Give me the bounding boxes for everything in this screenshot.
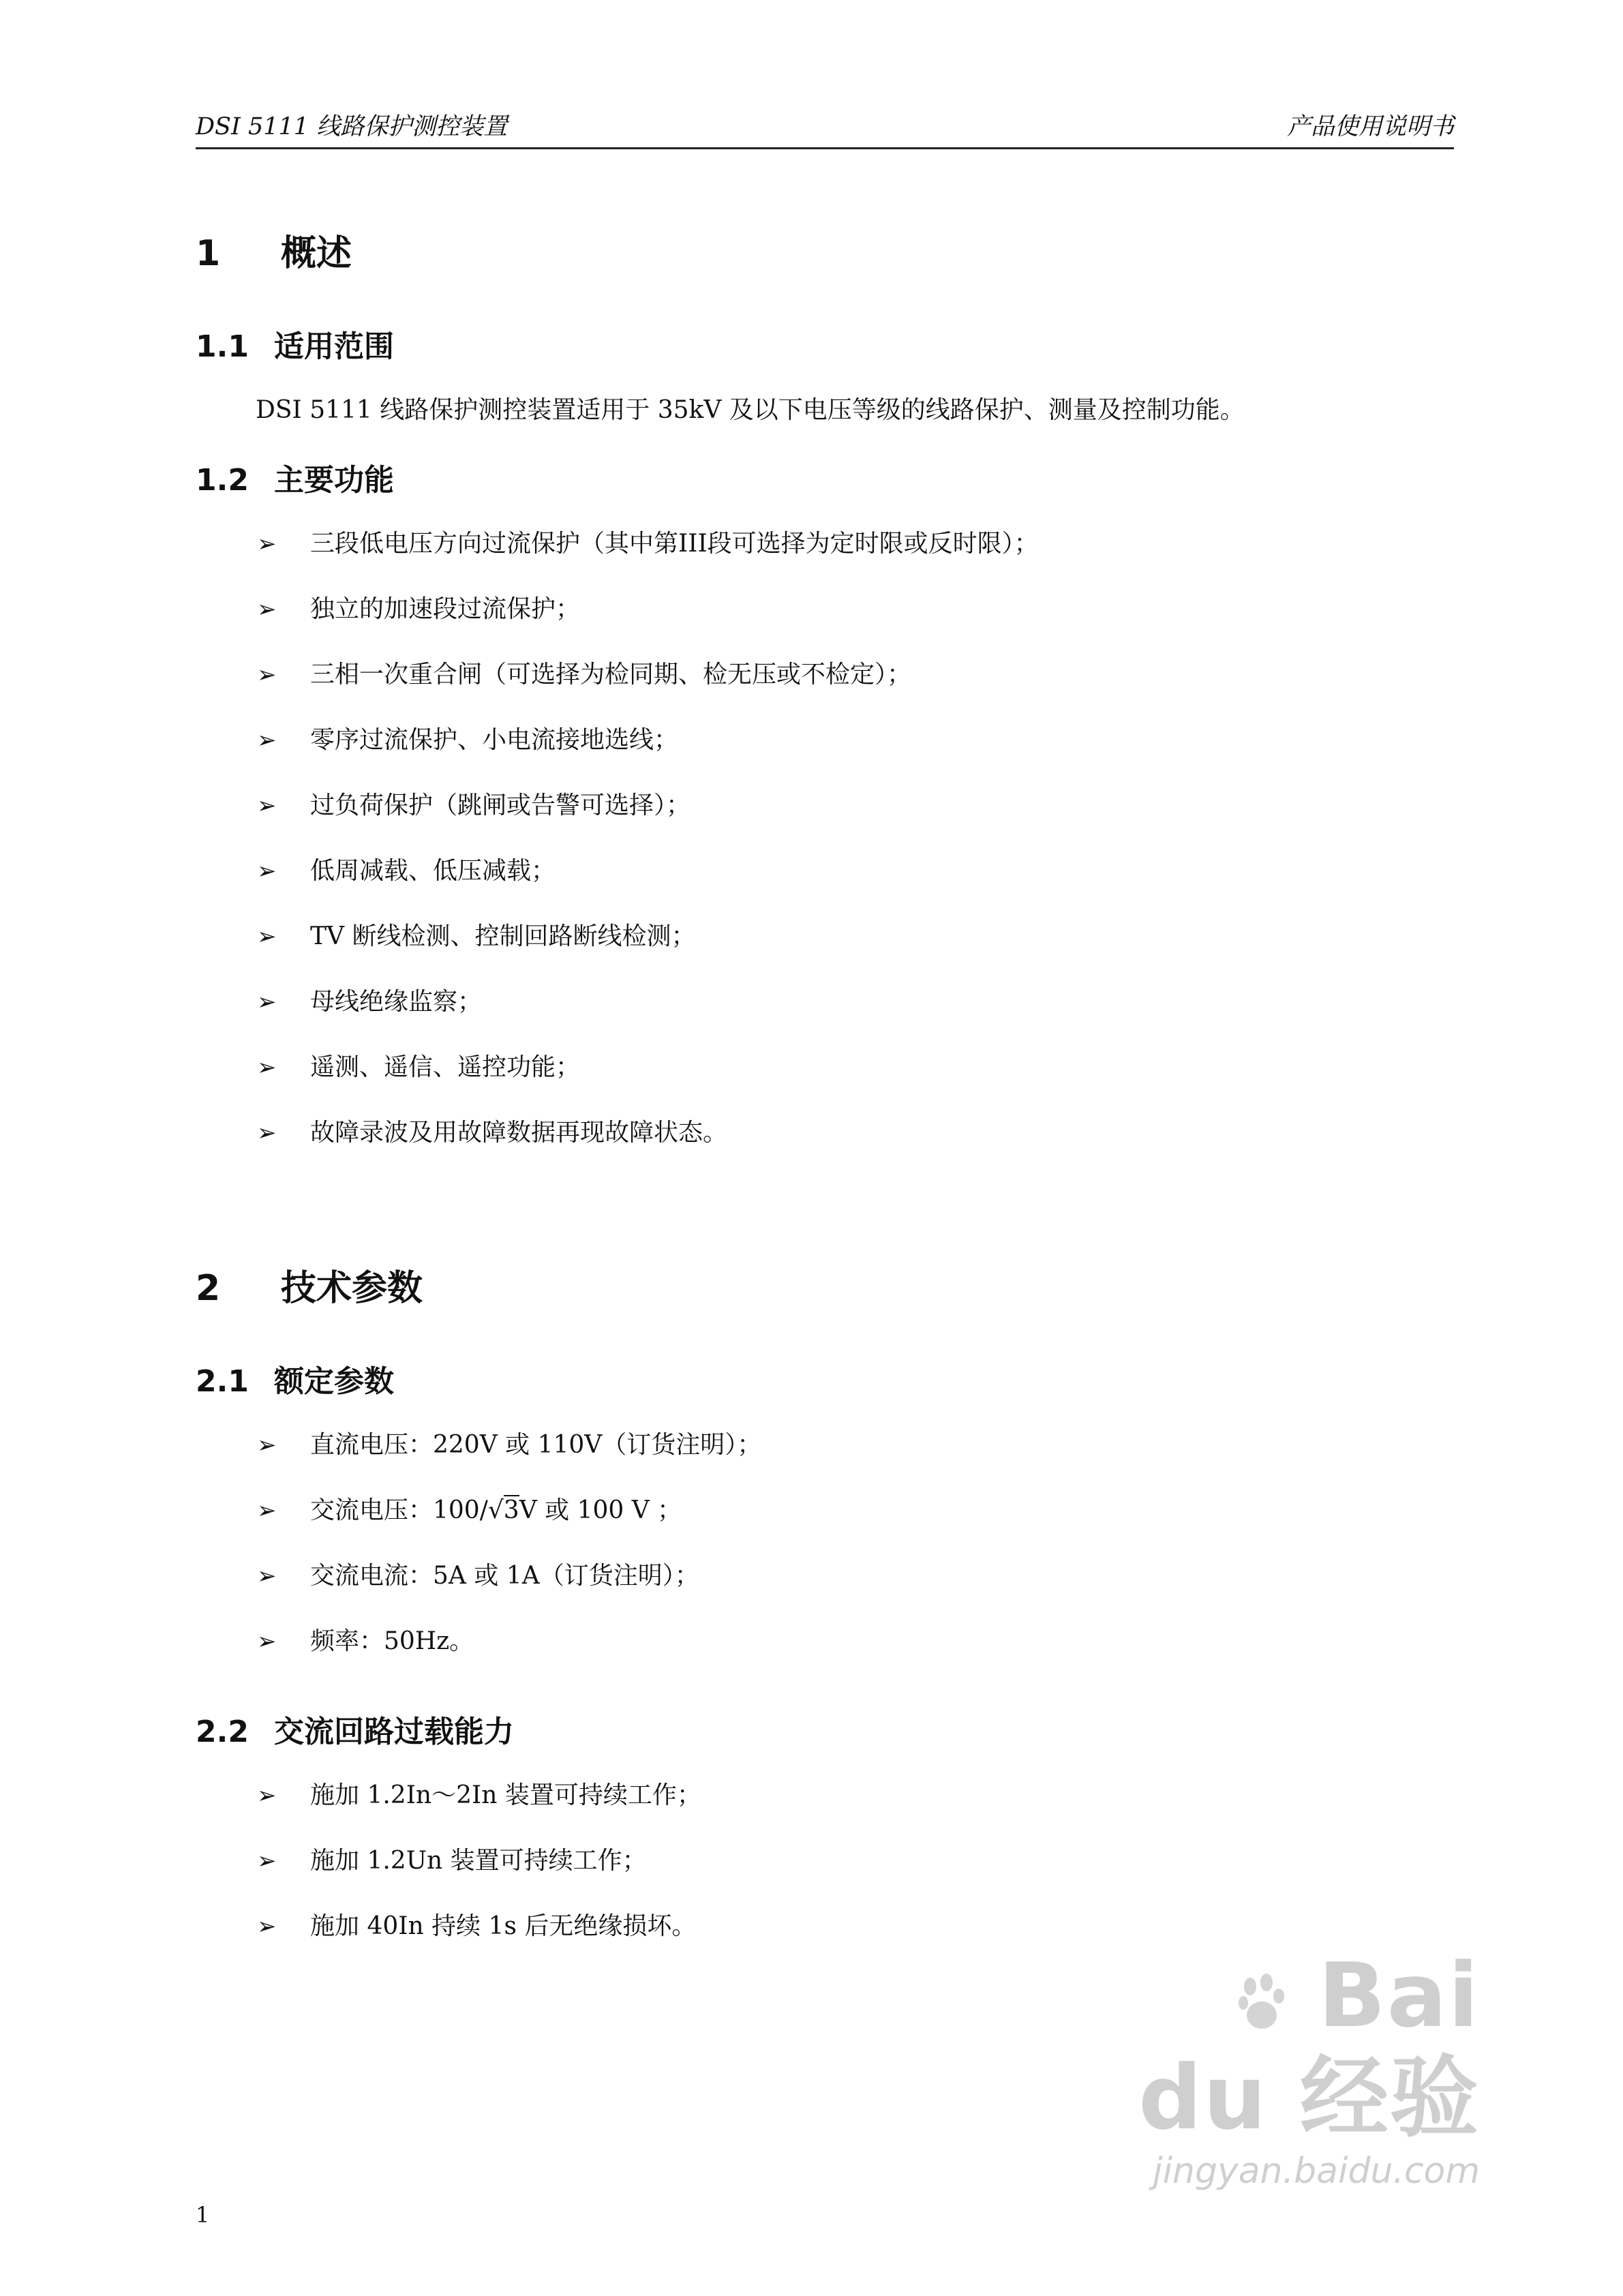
watermark-logo-text: Bai du 经验	[1138, 1944, 1480, 2149]
section-2-title: 技术参数	[281, 1268, 423, 1309]
section-2-1-heading	[196, 1358, 1454, 1406]
list-item	[196, 1490, 1454, 1556]
bullet-arrow-icon: ➢	[257, 923, 277, 950]
list-item: ➢ 三段低电压方向过流保护（其中第III段可选择为定时限或反时限）；	[196, 524, 1454, 589]
section-1-1-number: 1.1	[196, 329, 249, 364]
ac-voltage-prefix: 交流电压：100/	[310, 1496, 488, 1524]
bullet-arrow-icon: ➢	[257, 1782, 277, 1809]
scope-paragraph: DSI 5111 线路保护测控装置适用于 35kV 及以下电压等级的线路保护、测量及控制功能。	[256, 396, 1245, 424]
section-2-2-title: 交流回路过载能力	[274, 1715, 514, 1749]
section-2-1-number: 2.1	[196, 1364, 249, 1399]
list-item: ➢ TV 断线检测、控制回路断线检测；	[196, 916, 1454, 982]
ac-voltage-suffix: V 或 100 V ；	[519, 1496, 682, 1524]
document-body	[196, 225, 1454, 1993]
rated-parameters-list	[196, 1425, 1454, 1687]
bullet-arrow-icon: ➢	[257, 596, 277, 623]
section-1-number: 1	[196, 233, 221, 274]
watermark-logo	[1098, 1944, 1480, 2149]
overload-capacity-list	[196, 1775, 1454, 1972]
bullet-arrow-icon: ➢	[257, 530, 277, 558]
list-item: ➢ 施加 1.2Un 装置可持续工作；	[196, 1841, 1454, 1906]
bullet-arrow-icon: ➢	[257, 858, 277, 885]
section-1-1-title: 适用范围	[274, 329, 394, 364]
bullet-arrow-icon: ➢	[257, 1628, 277, 1655]
list-item: ➢ 三相一次重合闸（可选择为检同期、检无压或不检定）；	[196, 654, 1454, 720]
bullet-arrow-icon: ➢	[257, 1432, 277, 1459]
bullet-arrow-icon: ➢	[257, 1847, 277, 1875]
list-item: ➢ 交流电流：5A 或 1A（订货注明）；	[196, 1556, 1454, 1621]
sqrt-expression	[488, 1490, 519, 1531]
list-item: ➢ 独立的加速段过流保护；	[196, 589, 1454, 654]
sqrt-argument: 3	[503, 1496, 519, 1524]
list-item: ➢ 遥测、遥信、遥控功能；	[196, 1047, 1454, 1113]
section-2-2-heading	[196, 1708, 1454, 1756]
section-1-heading	[196, 225, 1454, 282]
page-header	[196, 115, 1454, 149]
section-2-2-number: 2.2	[196, 1715, 249, 1749]
list-item: ➢ 故障录波及用故障数据再现故障状态。	[196, 1113, 1454, 1178]
main-functions-list	[196, 524, 1454, 1178]
list-item: ➢ 频率：50Hz。	[196, 1621, 1454, 1687]
header-manual-label: 产品使用说明书	[1286, 113, 1454, 140]
page-number: 1	[196, 2202, 210, 2228]
section-1-title: 概述	[281, 233, 352, 274]
list-item: ➢ 母线绝缘监察；	[196, 982, 1454, 1047]
section-2-1-title: 额定参数	[274, 1364, 394, 1399]
paw-icon	[1238, 1972, 1286, 2033]
header-document-title: DSI 5111 线路保护测控装置	[196, 113, 508, 140]
bullet-arrow-icon: ➢	[257, 1497, 277, 1524]
section-2-heading	[196, 1260, 1454, 1317]
list-item: ➢ 施加 1.2In～2In 装置可持续工作；	[196, 1775, 1454, 1841]
list-item: ➢ 直流电压：220V 或 110V（订货注明）；	[196, 1425, 1454, 1490]
bullet-arrow-icon: ➢	[257, 727, 277, 754]
section-1-2-heading	[196, 457, 1454, 504]
bullet-arrow-icon: ➢	[257, 988, 277, 1016]
bullet-arrow-icon: ➢	[257, 1054, 277, 1081]
list-item: ➢ 低周减载、低压减载；	[196, 851, 1454, 916]
section-1-2-number: 1.2	[196, 463, 249, 498]
list-item: ➢ 施加 40In 持续 1s 后无绝缘损坏。	[196, 1906, 1454, 1972]
list-item: ➢ 零序过流保护、小电流接地选线；	[196, 720, 1454, 785]
watermark-url: jingyan.baidu.com	[1153, 2151, 1480, 2192]
bullet-arrow-icon: ➢	[257, 1562, 277, 1590]
section-1-2-title: 主要功能	[274, 463, 394, 498]
list-item: ➢ 过负荷保护（跳闸或告警可选择）；	[196, 785, 1454, 851]
section-1-1-heading	[196, 323, 1454, 371]
baidu-watermark	[1098, 1944, 1480, 2194]
bullet-arrow-icon: ➢	[257, 661, 277, 689]
bullet-arrow-icon: ➢	[257, 1119, 277, 1147]
bullet-arrow-icon: ➢	[257, 1913, 277, 1940]
section-2-number: 2	[196, 1268, 221, 1309]
bullet-arrow-icon: ➢	[257, 792, 277, 819]
sqrt-icon: √	[487, 1496, 504, 1524]
